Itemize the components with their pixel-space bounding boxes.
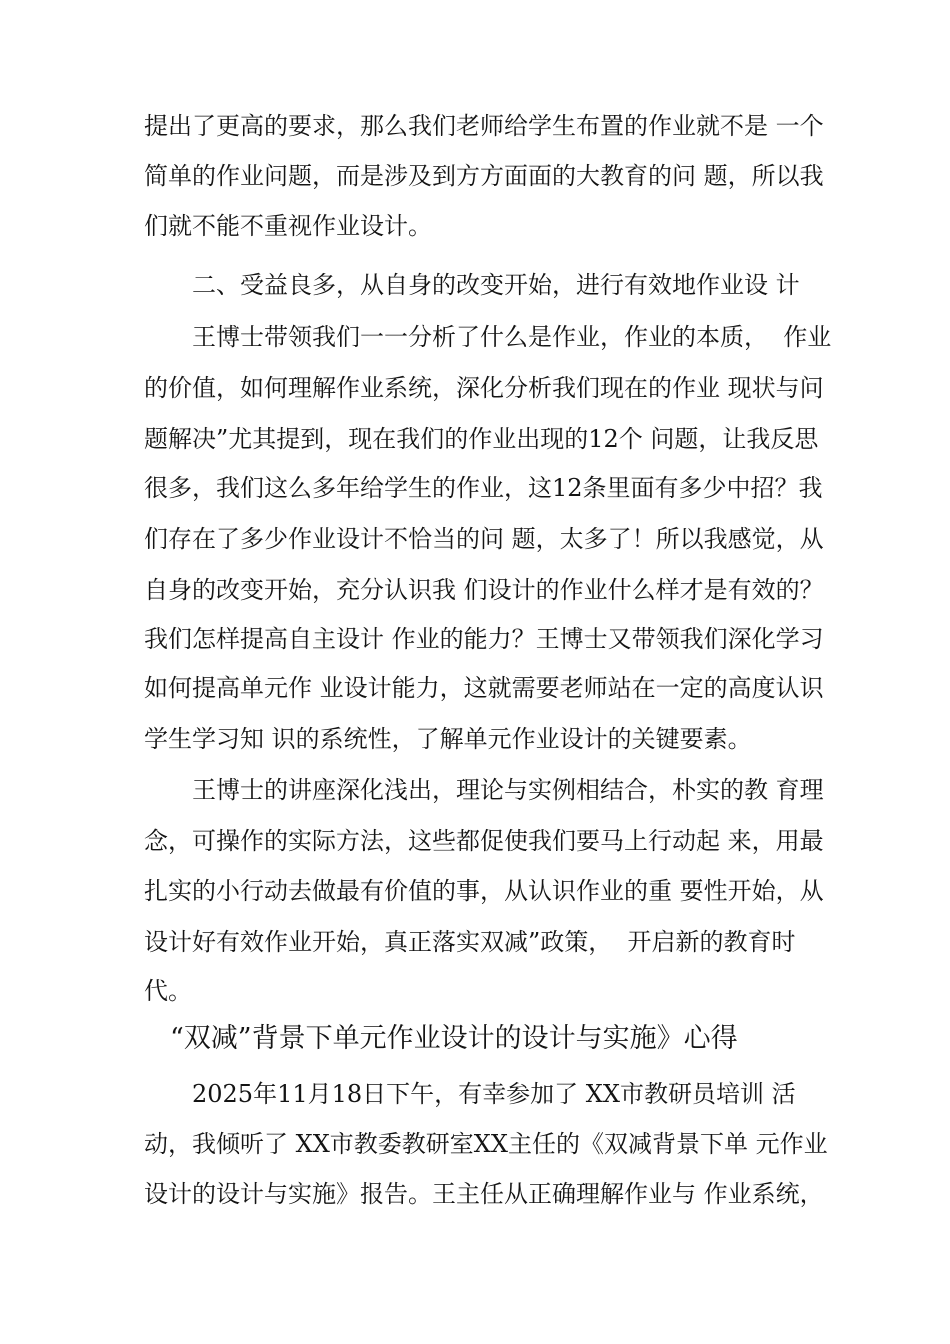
text-line: 自身的改变开始，充分认识我 们设计的作业什么样才是有效的？ bbox=[144, 576, 824, 604]
text-line: 设计好有效作业开始，真正落实双减”政策， 开启新的教育时 bbox=[144, 928, 796, 956]
text-line: 们就不能不重视作业设计。 bbox=[144, 212, 432, 240]
text-line: 题解决”尤其提到，现在我们的作业出现的12个 问题，让我反思 bbox=[144, 425, 819, 453]
text-line: 如何提高单元作 业设计能力，这就需要老师站在一定的高度认识 bbox=[144, 674, 824, 702]
text-line: 很多，我们这么多年给学生的作业，这12条里面有多少中招？我 bbox=[144, 474, 823, 502]
text-line: 学生学习知 识的系统性，了解单元作业设计的关键要素。 bbox=[144, 725, 752, 753]
article-title: “双减”背景下单元作业设计的设计与实施》心得 bbox=[170, 1023, 738, 1054]
text-line: 王博士带领我们一一分析了什么是作业，作业的本质， 作业 bbox=[192, 323, 832, 351]
text-line: 念，可操作的实际方法，这些都促使我们要马上行动起 来，用最 bbox=[144, 827, 824, 855]
text-line: 我们怎样提高自主设计 作业的能力？王博士又带领我们深化学习 bbox=[144, 625, 824, 653]
text-line: 2025年11月18日下午，有幸参加了 XX市教研员培训 活 bbox=[192, 1080, 796, 1108]
text-line: 动，我倾听了 XX市教委教研室XX主任的《双减背景下单 元作业 bbox=[144, 1130, 828, 1158]
text-line: 提出了更高的要求，那么我们老师给学生布置的作业就不是 一个 bbox=[144, 112, 824, 140]
text-line: 的价值，如何理解作业系统，深化分析我们现在的作业 现状与问 bbox=[144, 374, 824, 402]
section-heading: 二、受益良多，从自身的改变开始，进行有效地作业设 计 bbox=[192, 271, 800, 299]
text-line: 扎实的小行动去做最有价值的事，从认识作业的重 要性开始，从 bbox=[144, 877, 824, 905]
text-line: 代。 bbox=[144, 977, 192, 1005]
text-line: 设计的设计与实施》报告。王主任从正确理解作业与 作业系统， bbox=[144, 1180, 824, 1208]
text-line: 简单的作业问题，而是涉及到方方面面的大教育的问 题，所以我 bbox=[144, 162, 824, 190]
text-line: 王博士的讲座深化浅出，理论与实例相结合，朴实的教 育理 bbox=[192, 776, 824, 804]
text-line: 们存在了多少作业设计不恰当的问 题，太多了！所以我感觉，从 bbox=[144, 525, 824, 553]
